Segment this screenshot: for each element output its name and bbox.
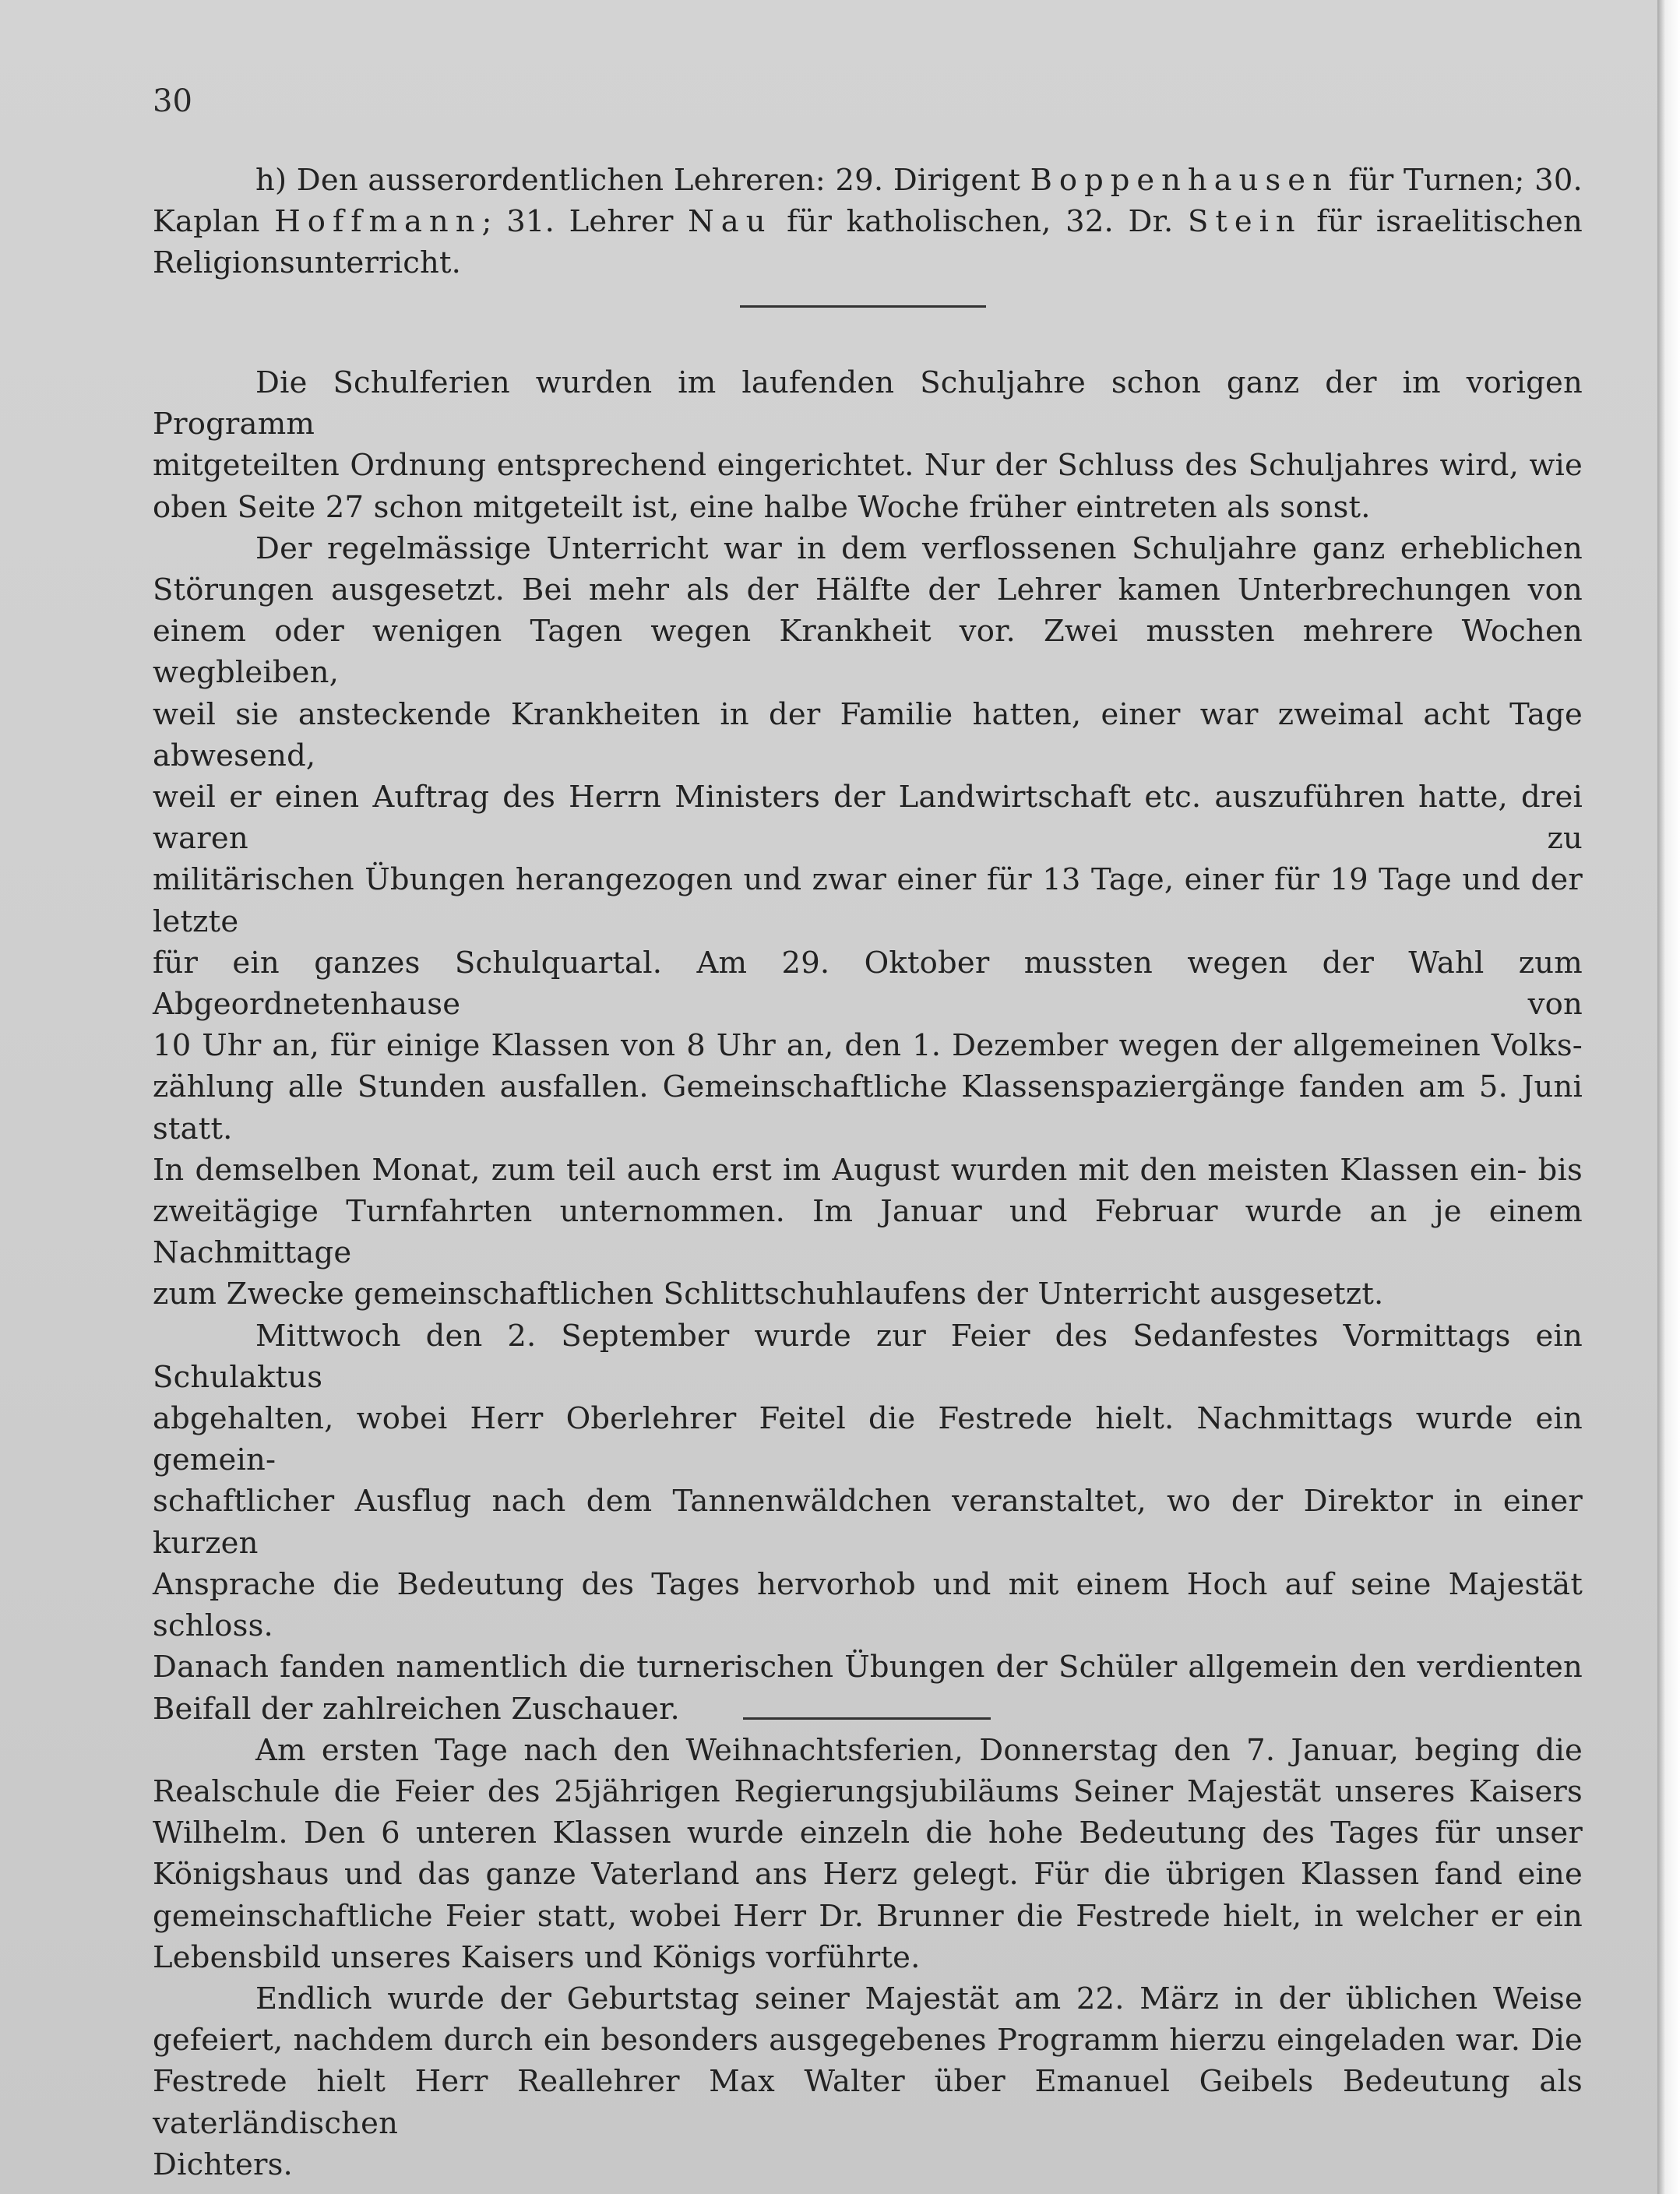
text-line: Beifall der zahlreichen Zuschauer. <box>153 1691 680 1727</box>
text-line: Mittwoch den 2. September wurde zur Feier des Sedanfestes Vormittags ein Schulaktus <box>153 1318 1583 1395</box>
text-line: gemeinschaftliche Feier statt, wobei Herr Dr. Brunner die Festrede hielt, in welcher er ein <box>153 1898 1583 1934</box>
text-line: einem oder wenigen Tagen wegen Krankheit vor. Zwei mussten mehrere Wochen wegbleiben, <box>153 614 1583 691</box>
section-divider-top <box>740 305 986 308</box>
text-line: zum Zwecke gemeinschaftlichen Schlittschuhlaufens der Unterricht ausgesetzt. <box>153 1277 1384 1312</box>
name-boppenhausen: Boppenhausen <box>1030 163 1339 198</box>
text-line: Wilhelm. Den 6 unteren Klassen wurde einzeln die hohe Bedeutung des Tages für unser <box>153 1815 1583 1851</box>
name-hoffmann: Hoffmann <box>274 204 482 240</box>
text-line: Lebensbild unseres Kaisers und Königs vorführte. <box>153 1939 921 1975</box>
text-line: Realschule die Feier des 25jährigen Regierungsjubiläums Seiner Majestät unseres Kaisers <box>153 1773 1583 1809</box>
page-number: 30 <box>153 83 192 119</box>
teachers-line-2: Kaplan Hoffmann; 31. Lehrer Nau für katholischen, 32. Dr. Stein für israelitischen <box>153 204 1583 240</box>
text-line: Am ersten Tage nach den Weihnachtsferien, Donnerstag den 7. Januar, beging die <box>255 1732 1583 1768</box>
text-line: weil sie ansteckende Krankheiten in der Familie hatten, einer war zweimal acht Tage abwesend, <box>153 696 1583 773</box>
text-line: Festrede hielt Herr Reallehrer Max Walter über Emanuel Geibels Bedeutung als vaterländischen <box>153 2064 1583 2141</box>
text-line: für ein ganzes Schulquartal. Am 29. Oktober mussten wegen der Wahl zum Abgeordnetenhause von <box>153 945 1583 1023</box>
text-line: Endlich wurde der Geburtstag seiner Majestät am 22. März in der üblichen Weise <box>255 1981 1583 2016</box>
teachers-line-3: Religionsunterricht. <box>153 245 462 281</box>
teachers-section <box>153 160 1583 284</box>
text-line: Störungen ausgesetzt. Bei mehr als der Hälfte der Lehrer kamen Unterbrechungen von <box>153 572 1583 608</box>
text-line: Dichters. <box>153 2146 293 2182</box>
chronicle-text <box>153 362 1583 2185</box>
text-line: Danach fanden namentlich die turnerischen Übungen der Schüler allgemein den verdienten <box>153 1650 1583 1685</box>
text-line: weil er einen Auftrag des Herrn Ministers der Landwirtschaft etc. auszuführen hatte, drei waren zu <box>153 780 1583 857</box>
text-line: Die Schulferien wurden im laufenden Schuljahre schon ganz der im vorigen Programm <box>153 365 1583 442</box>
text-line: abgehalten, wobei Herr Oberlehrer Feitel die Festrede hielt. Nachmittags wurde ein gemein- <box>153 1401 1583 1478</box>
text-line: Königshaus und das ganze Vaterland ans Herz gelegt. Für die übrigen Klassen fand eine <box>153 1857 1583 1893</box>
text-line: militärischen Übungen herangezogen und zwar einer für 13 Tage, einer für 19 Tage und der letzte <box>153 862 1583 939</box>
text-line: Ansprache die Bedeutung des Tages hervorhob und mit einem Hoch auf seine Majestät schloss. <box>153 1566 1583 1644</box>
text-line: 10 Uhr an, für einige Klassen von 8 Uhr an, den 1. Dezember wegen der allgemeinen Volks- <box>153 1028 1583 1064</box>
text-line: In demselben Monat, zum teil auch erst im August wurden mit den meisten Klassen ein- bis <box>153 1152 1583 1188</box>
text-line: Der regelmässige Unterricht war in dem verflossenen Schuljahre ganz erheblichen <box>255 530 1583 566</box>
page-edge <box>1657 0 1680 2194</box>
teachers-line-1: h) Den ausserordentlichen Lehreren: 29. Dirigent Boppenhausen für Turnen; 30. <box>255 163 1583 198</box>
name-stein: Stein <box>1187 204 1302 240</box>
text-line: oben Seite 27 schon mitgeteilt ist, eine halbe Woche früher eintreten als sonst. <box>153 489 1371 525</box>
section-divider-bottom <box>743 1717 991 1720</box>
text-line: mitgeteilten Ordnung entsprechend eingerichtet. Nur der Schluss des Schuljahres wird, wie <box>153 448 1583 484</box>
text-line: schaftlicher Ausflug nach dem Tannenwäldchen veranstaltet, wo der Direktor in einer kurzen <box>153 1484 1583 1561</box>
text-line: zweitägige Turnfahrten unternommen. Im Januar und Februar wurde an je einem Nachmittage <box>153 1194 1583 1271</box>
text-line: gefeiert, nachdem durch ein besonders ausgegebenes Programm hierzu eingeladen war. Die <box>153 2023 1583 2058</box>
text-line: zählung alle Stunden ausfallen. Gemeinschaftliche Klassenspaziergänge fanden am 5. Juni statt. <box>153 1069 1583 1146</box>
name-nau: Nau <box>688 204 773 240</box>
